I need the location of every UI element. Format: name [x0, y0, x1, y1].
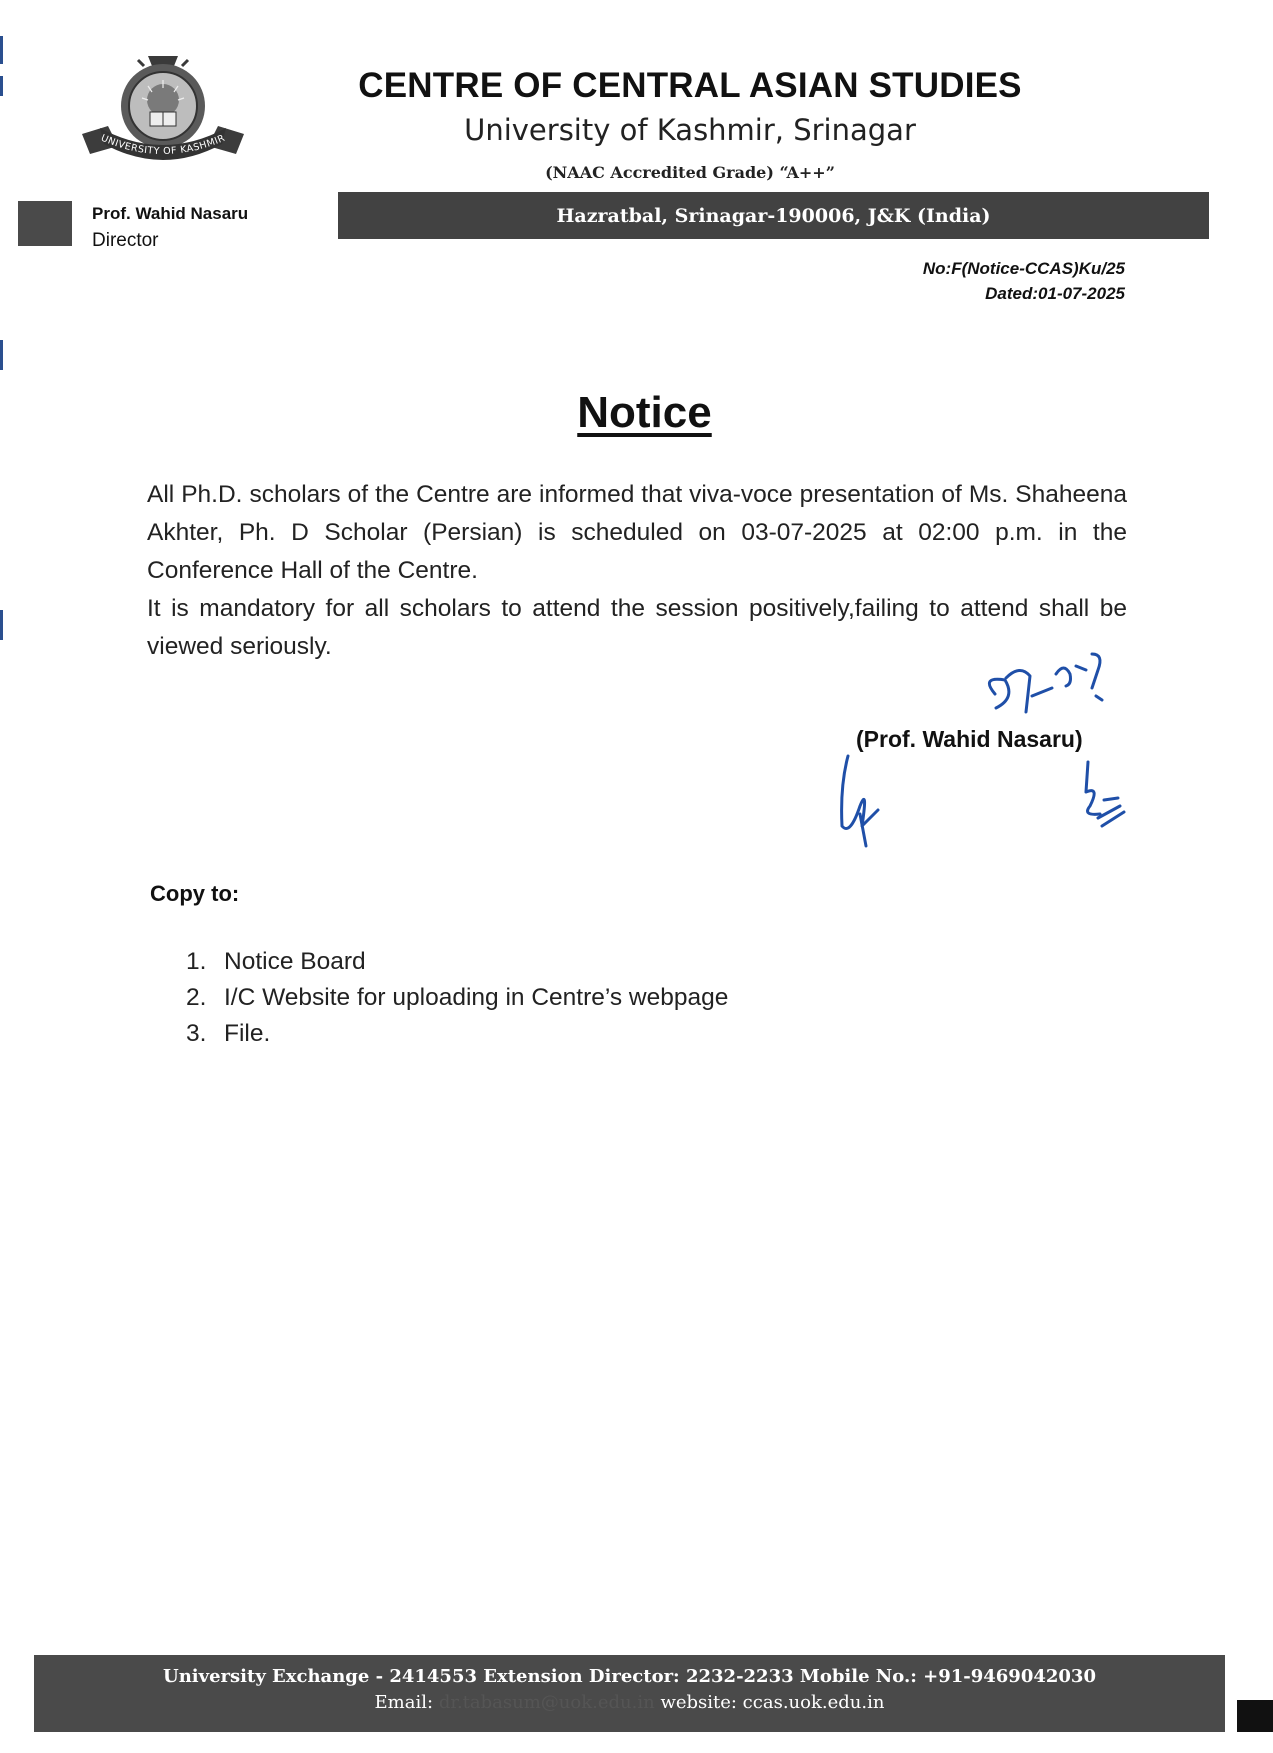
- list-item: [186, 1016, 728, 1052]
- copy-to-heading: Copy to:: [150, 881, 240, 906]
- director-name: Prof. Wahid Nasaru: [92, 204, 249, 223]
- scan-edge-mark: [1237, 1700, 1273, 1732]
- reference-date: Dated:01-07-2025: [985, 284, 1125, 303]
- footer-web-line: [34, 1692, 1225, 1713]
- email-address[interactable]: dr.tabasum@uok.edu.in: [438, 1692, 655, 1713]
- list-item-text: I/C Website for uploading in Centre’s webpage: [224, 984, 729, 1011]
- footer-contact-bar: [34, 1655, 1225, 1732]
- list-item-number: 2.: [186, 984, 207, 1011]
- scan-edge-mark: [0, 36, 3, 64]
- accreditation-line: (NAAC Accredited Grade) “A++”: [545, 163, 835, 182]
- website-text[interactable]: website: ccas.uok.edu.in: [660, 1692, 885, 1713]
- list-item-number: 1.: [186, 948, 207, 975]
- notice-paragraph-1: All Ph.D. scholars of the Centre are informed that viva-voce presentation of Ms. Shaheena Akhter, Ph. D Scholar (Persian) is scheduled on 03-07-2025 at 02:00 p.m. in the Conference Hall of the Centre.: [147, 481, 1127, 584]
- scan-edge-mark: [0, 340, 3, 370]
- institution-name: CENTRE OF CENTRAL ASIAN STUDIES: [358, 66, 1022, 105]
- director-marker-block: [18, 201, 72, 246]
- copy-to-list: [186, 944, 728, 1052]
- svg-text:UNIVERSITY OF KASHMIR: UNIVERSITY OF KASHMIR: [99, 132, 227, 158]
- university-logo: [78, 50, 248, 162]
- scan-edge-mark: [0, 76, 3, 96]
- list-item-text: Notice Board: [224, 948, 366, 975]
- signatory-name: (Prof. Wahid Nasaru): [856, 726, 1083, 752]
- footer-phone-line: University Exchange - 2414553 Extension Director: 2232-2233 Mobile No.: +91-9469042030: [163, 1666, 1096, 1687]
- list-item-number: 3.: [186, 1020, 207, 1047]
- list-item: [186, 944, 728, 980]
- address-bar: [338, 192, 1209, 239]
- reference-number: No:F(Notice-CCAS)Ku/25: [922, 259, 1125, 278]
- list-item-text: File.: [224, 1020, 271, 1047]
- email-label: Email:: [374, 1692, 434, 1713]
- notice-title: Notice: [577, 388, 712, 437]
- scan-edge-mark: [0, 610, 3, 640]
- notice-paragraph-2: It is mandatory for all scholars to attend the session positively,failing to attend shall be viewed seriously.: [147, 595, 1127, 660]
- address-text: Hazratbal, Srinagar-190006, J&K (India): [556, 204, 991, 227]
- list-item: [186, 980, 728, 1016]
- director-title: Director: [92, 230, 159, 251]
- university-name: University of Kashmir, Srinagar: [464, 113, 916, 147]
